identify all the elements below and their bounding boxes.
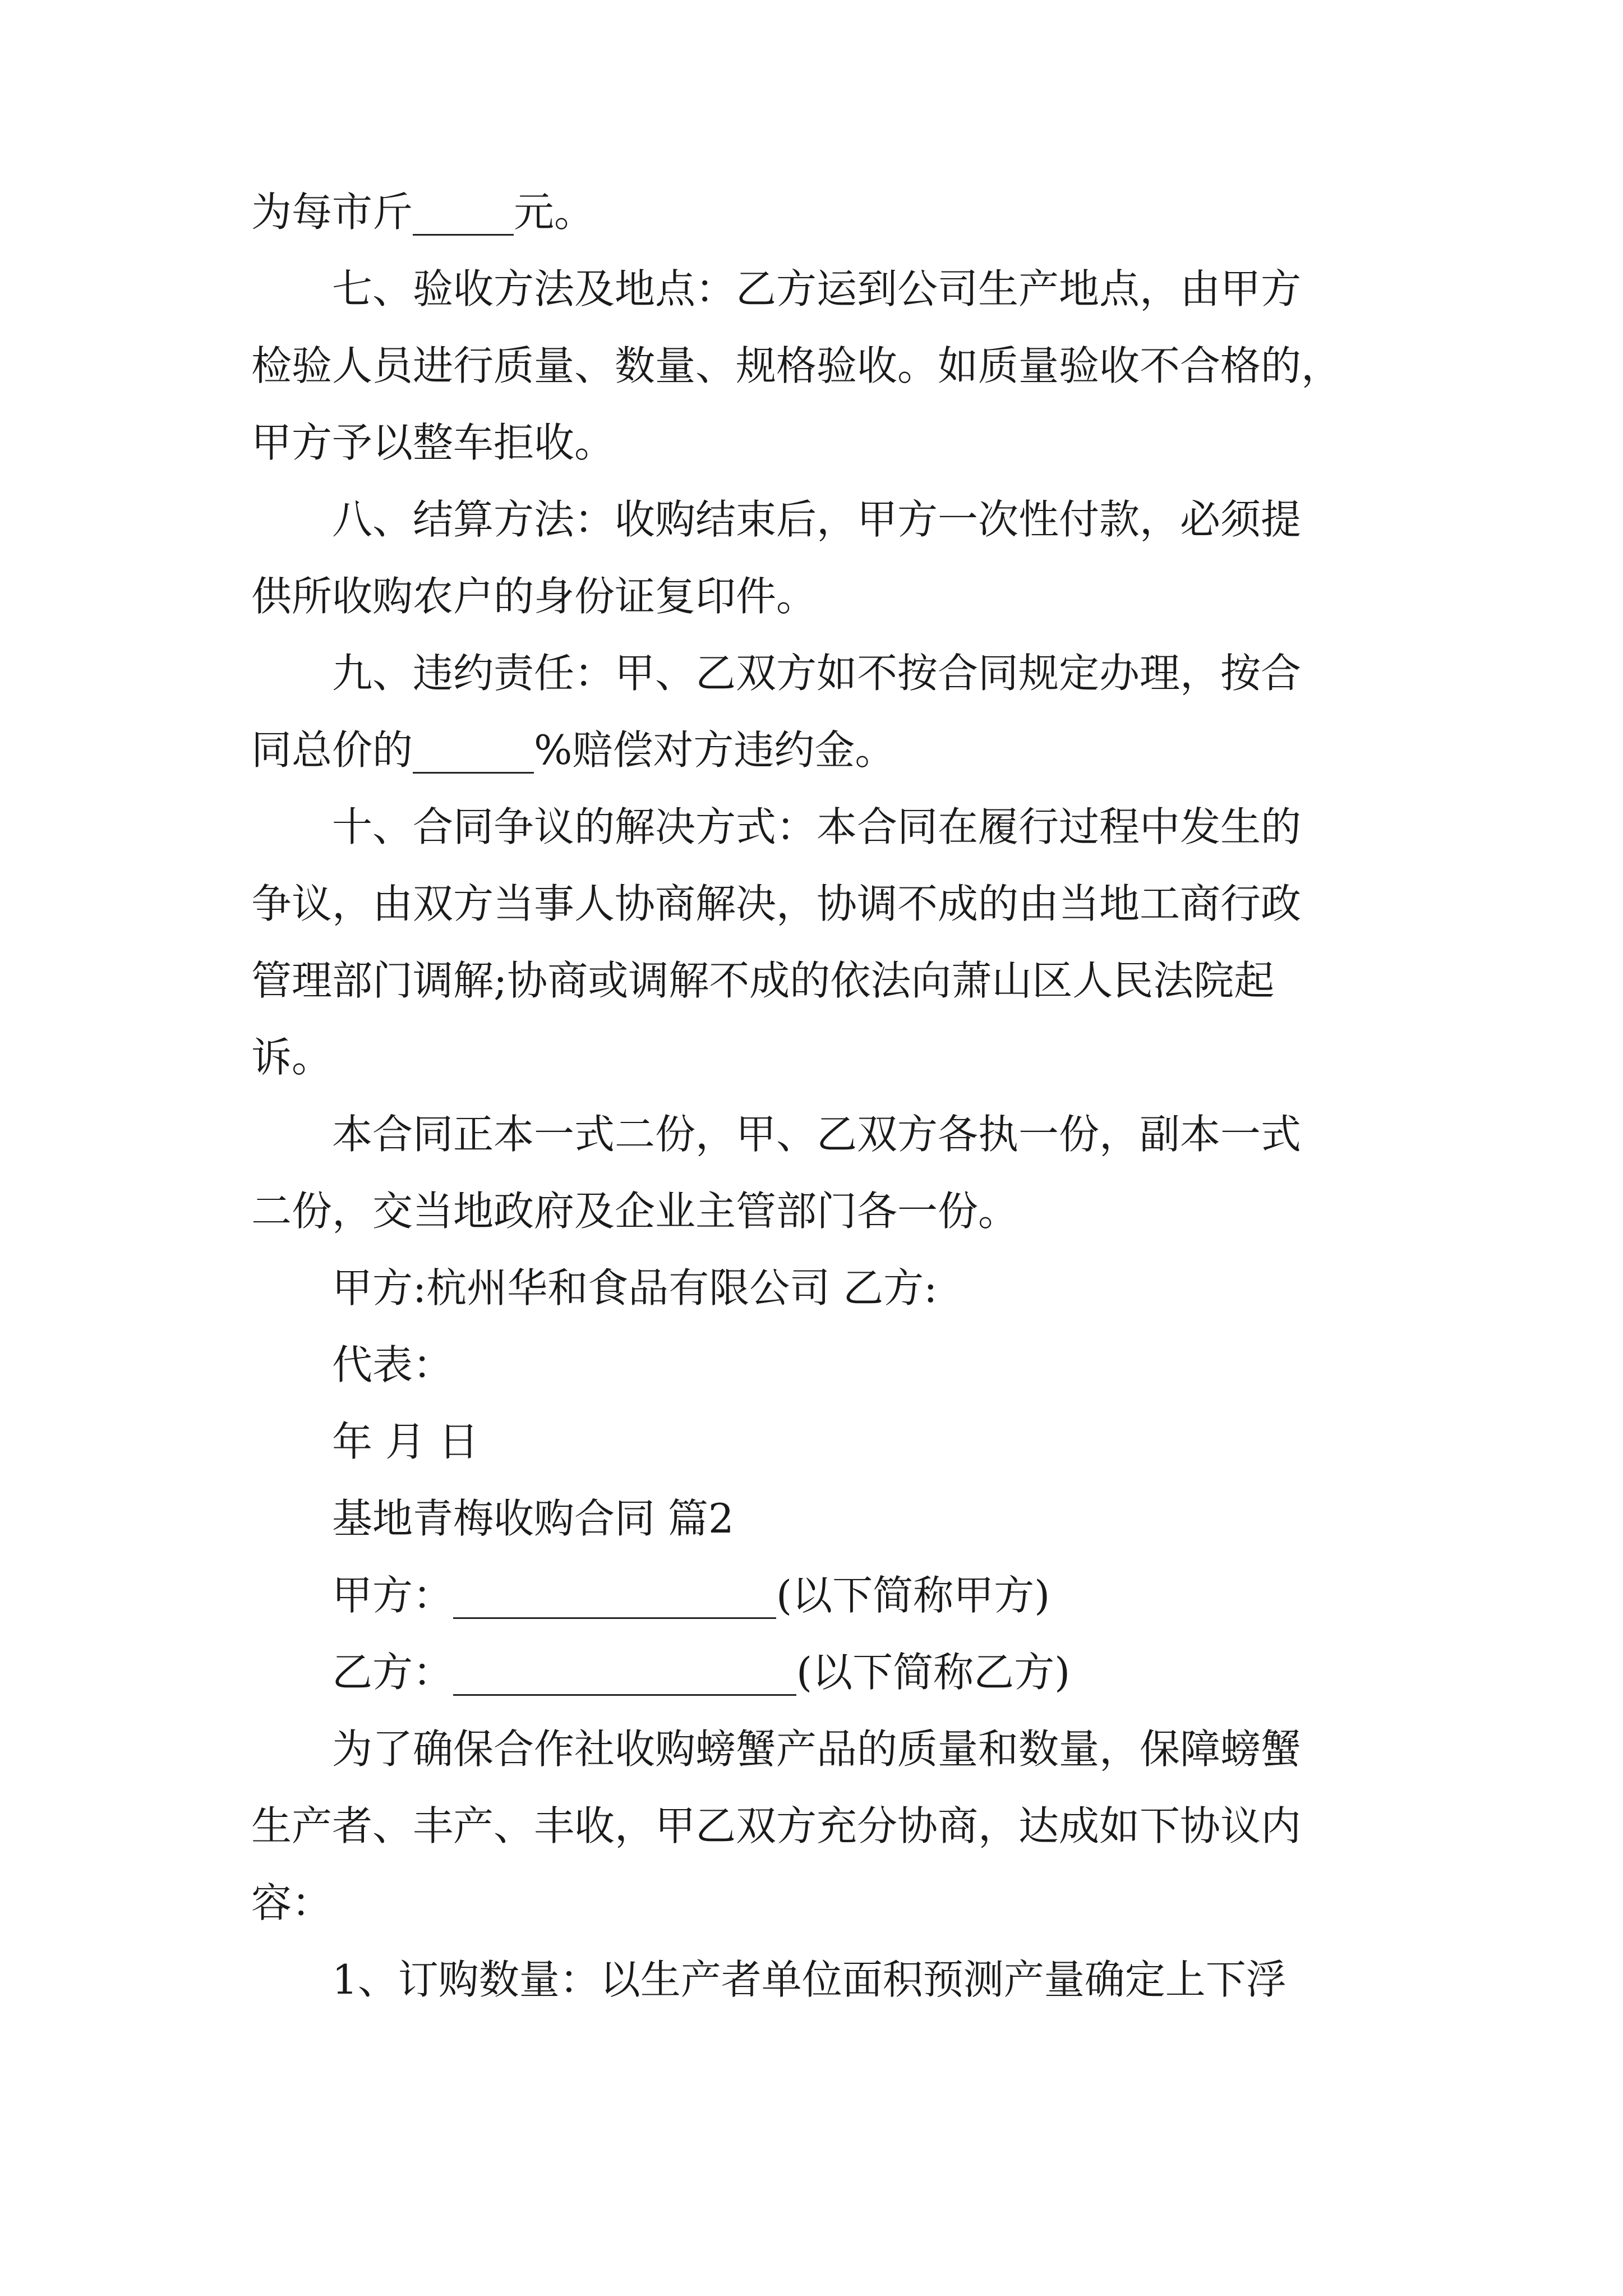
text-line: 生产者、丰产、丰收，甲乙双方充分协商，达成如下协议内 [251,1802,1302,1849]
text-line: 代表： [251,1341,454,1388]
text-line: 管理部门调解;协商或调解不成的依法向萧山区人民法院起 [251,957,1275,1004]
text-line: 同总价的______%赔偿对方违约金。 [251,726,896,774]
text-line: 为了确保合作社收购螃蟹产品的质量和数量，保障螃蟹 [251,1726,1302,1773]
text-line: 基地青梅收购合同 篇2 [251,1495,734,1542]
text-line: 甲方:杭州华和食品有限公司 乙方: [251,1264,938,1312]
text-line: 甲方予以整车拒收。 [251,419,615,466]
text-line: 年 月 日 [251,1418,479,1465]
text-line: 本合同正本一式二份，甲、乙双方各执一份，副本一式 [251,1111,1302,1158]
text-line: 为每市斤_____元。 [251,188,595,236]
text-line: 容： [251,1879,333,1926]
text-line: 甲方：________________(以下简称甲方) [251,1572,1050,1619]
text-line: 诉。 [251,1034,333,1081]
text-line: 检验人员进行质量、数量、规格验收。如质量验收不合格的， [251,342,1342,389]
text-line: 1、订购数量：以生产者单位面积预测产量确定上下浮 [251,1956,1287,2003]
text-line: 七、验收方法及地点：乙方运到公司生产地点，由甲方 [251,265,1302,312]
text-line: 二份，交当地政府及企业主管部门各一份。 [251,1188,1019,1235]
text-line: 争议，由双方当事人协商解决，协调不成的由当地工商行政 [251,880,1302,927]
text-line: 供所收购农户的身份证复印件。 [251,573,817,620]
text-line: 八、结算方法：收购结束后，甲方一次性付款，必须提 [251,496,1302,543]
text-line: 乙方：_________________(以下简称乙方) [251,1649,1071,1696]
text-line: 九、违约责任：甲、乙双方如不按合同规定办理，按合 [251,650,1302,697]
text-line: 十、合同争议的解决方式：本合同在履行过程中发生的 [251,803,1302,850]
